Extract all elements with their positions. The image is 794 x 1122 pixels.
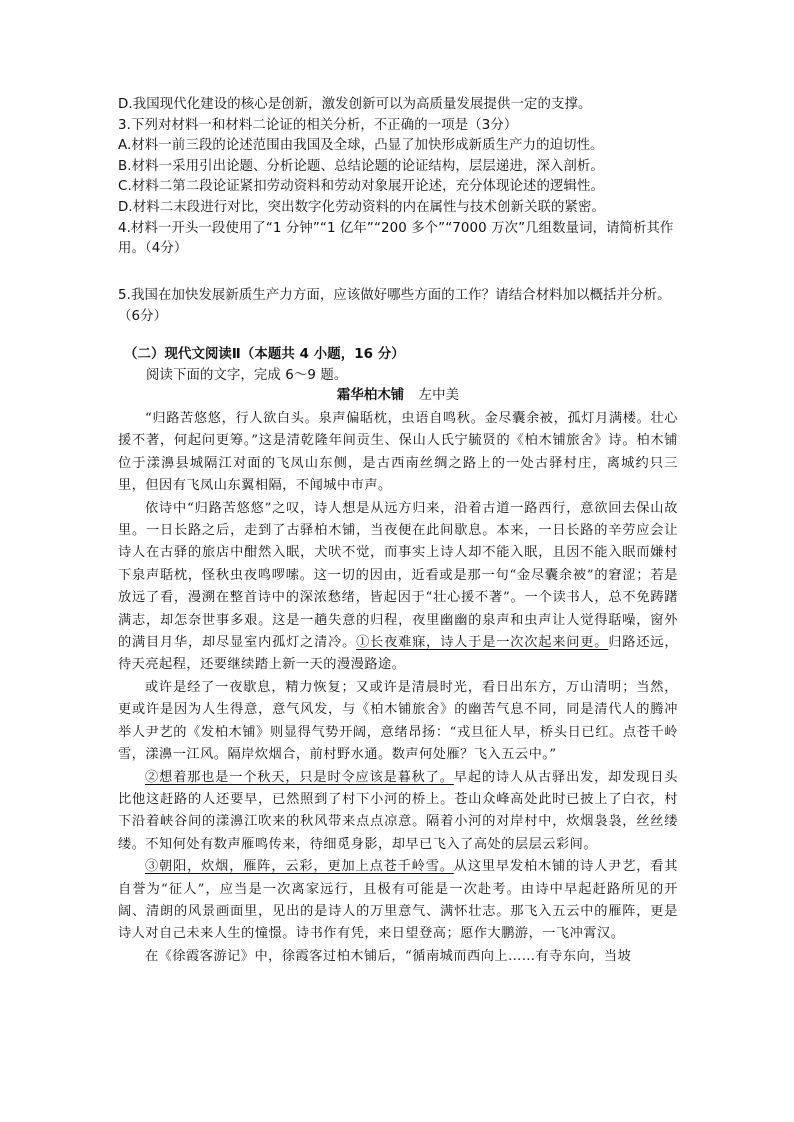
- underlined-sentence-1: ①长夜难寐，诗人于是一次次起来问更。: [356, 635, 609, 651]
- article-title: 霜华柏木铺: [336, 388, 405, 403]
- q3-option-a: A.材料一前三段的论述范围由我国及全球，凸显了加快形成新质生产力的迫切性。: [118, 138, 604, 154]
- article-author: 左中美: [418, 388, 460, 403]
- paragraph-4-tail: 早起的诗人从古驿出发，却发现日头比他这赶路的人还要早，已然照到了村下小河的桥上。苍山众峰高处此时已披上了白衣，村下沿着峡谷间的漾濞江吹来的秋风带来点点凉意。隔着小河的对岸村中，炊烟袅袅，丝丝缕缕。不知何处有数声雁鸣传来，待细觅身影，却早已飞入了高处的层层云彩间。: [118, 769, 678, 852]
- q3-stem: 3.下列对材料一和材料二论证的相关分析，不正确的一项是（3分）: [118, 117, 518, 133]
- paragraph-2-text: 依诗中“归路苦悠悠”之叹，诗人想是从远方归来，沿着古道一路西行，意欲回去保山故里。一日长路之后，走到了古驿柏木铺，当夜便在此间歇息。本来，一日长路的辛劳应会让诗人在古驿的旅店中酣然入眠，犬吠不觉，而事实上诗人却不能入眠，且因不能入眠而嫌村下泉声聒枕，怪秋虫夜鸣啰嗦。这一切的因由，近看或是那一句“金尽囊余被”的窘涩；若是放远了看，漫溯在整首诗中的深浓愁绪，皆起因于“壮心援不著”。一个读书人，总不免踌躇满志，却怎奈世事多艰。这是一趟失意的归程，夜里幽幽的泉声和虫声让人觉得聒噪，窗外的满目月华，却尽显室内孤灯之清冷。: [118, 500, 678, 651]
- underlined-sentence-2: ②想着那也是一个秋天，只是时令应该是暮秋了。: [145, 769, 454, 785]
- q3-option-c: C.材料二第二段论证紧扣劳动资料和劳动对象展开论述，充分体现论述的逻辑性。: [118, 179, 604, 195]
- q3-option-d: D.材料二末段进行对比，突出数字化劳动资料的内在属性与技术创新关联的紧密。: [118, 199, 605, 215]
- article-body: [118, 408, 678, 968]
- article-title-row: [118, 386, 678, 407]
- article-paragraph-1: “归路苦悠悠，行人欲白头。泉声偏聒枕，虫语自鸣秋。金尽囊余被，孤灯月满楼。壮心援不著，何起问更筹。”这是清乾隆年间贡生、保山人氏宁毓贤的《柏木铺旅舍》诗。柏木铺位于漾濞县城隔江对面的飞凤山东侧，是古西南丝绸之路上的一处古驿村庄，离城约只三里，但因有飞凤山东翼相隔，不闻城中市声。: [118, 411, 678, 494]
- paragraph-5-tail: 从这里早发柏木铺的诗人尹艺，看其自誉为“征人”，应当是一次离家远行，且极有可能是一次赴考。由诗中早起赶路所见的开阔、清朗的风景画面里，见出的是诗人的万里意气、满怀壮志。那飞入五云中的雁阵，更是诗人对自己未来人生的憧憬。诗书作有凭，来日望登高；愿作大鹏游，一飞冲霄汉。: [118, 859, 678, 942]
- q3-option-b: B.材料一采用引出论题、分析论题、总结论题的论证结构，层层递进，深入剖析。: [118, 158, 604, 174]
- q4-stem: 4.材料一开头一段使用了“1 分钟”“1 亿年”“200 多个”“7000 万次”几组数量词，请简析其作用。（4分）: [118, 220, 674, 257]
- article-paragraph-4: [118, 767, 678, 857]
- paragraph-2-tail: 归路还远，待天亮起程，还要继续踏上新一天的漫漫路途。: [118, 635, 679, 673]
- article-paragraph-5: [118, 856, 678, 946]
- reading-instruction: 阅读下面的文字，完成 6～9 题。: [146, 368, 348, 383]
- section-heading: （二）现代文阅读Ⅱ（本题共 4 小题，16 分）: [124, 347, 405, 362]
- article-paragraph-3: 或许是经了一夜歇息，精力恢复；又或许是清晨时光，看日出东方，万山清明；当然，更或许是因为人生得意，意气风发，与《柏木铺旅舍》的幽苦气息不同，同是清代人的腾冲举人尹艺的《发柏木铺》则显得气势开阔，意绪昂扬：“戎旦征人早，桥头日已红。点苍千岭雪，漾濞一江风。隔岸炊烟合，前村野水通。数声何处雁？飞入五云中。”: [118, 679, 678, 763]
- q5-stem: 5.我国在加快发展新质生产力方面，应该做好哪些方面的工作？请结合材料加以概括并分析。（6分）: [118, 288, 671, 324]
- underlined-sentence-3: ③朝阳，炊烟，雁阵，云彩，更加上点苍千岭雪。: [145, 859, 454, 875]
- article-paragraph-6: 在《徐霞客游记》中，徐霞客过柏木铺后，“循南城而西向上……有寺东向，当坡: [145, 948, 632, 964]
- q5-block: [118, 286, 678, 327]
- article-paragraph-2: [118, 498, 678, 677]
- questions-block: [118, 95, 678, 260]
- q2-option-d: D.我国现代化建设的核心是创新，激发创新可以为高质量发展提供一定的支撑。: [118, 97, 592, 112]
